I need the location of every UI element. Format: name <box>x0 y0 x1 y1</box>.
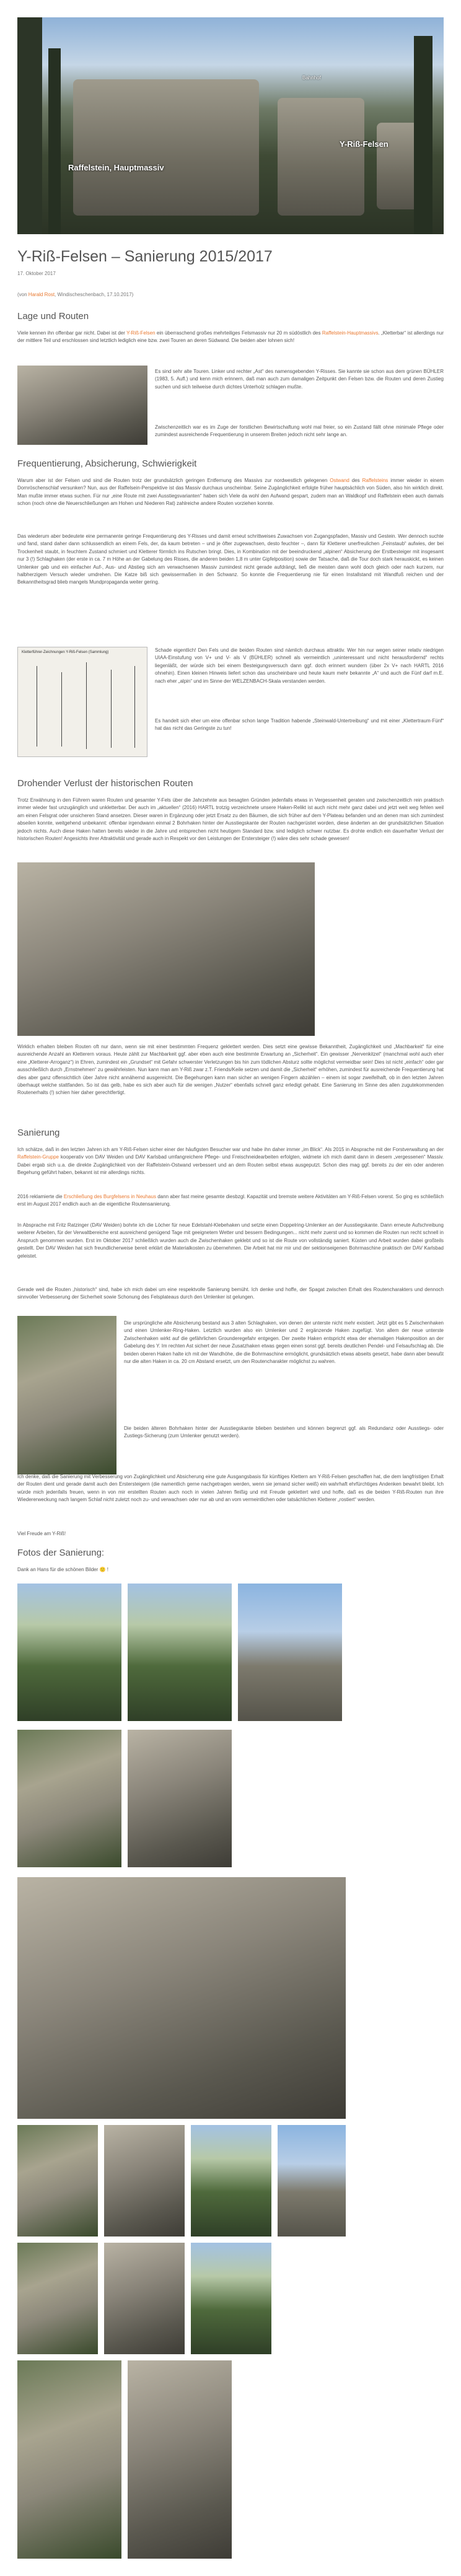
topo-line <box>134 666 135 748</box>
paragraph: Viel Freude am Y-Riß! <box>17 1531 66 1536</box>
gallery-photo[interactable] <box>128 1584 232 1721</box>
paragraph: 2016 reklamierte die Erschließung des Burgfelsens in Neuhaus dann aber fast meine gesamte diesbzgl. Kapazität und bremste weitere Aktivitäten am Y-Riß-Felsen vorerst. So ging es schließlich erst im August 2017 endlich auch an die eigentliche Routensanierung. <box>17 1194 444 1207</box>
author-line: (von Harald Rost, Windischeschenbach, 17.10.2017) <box>17 292 134 297</box>
paragraph: Ich schätze, daß in den letzten Jahren ich am Y-Riß-Felsen sicher einer der häufigsten Besucher war und habe ihn daher immer „im Blick“. Als 2015 in Absprache mit der Forstverwaltung an der Raffelstein-Gruppe kooperativ von DAV Weiden und DAV Karlsbad umfangreichere Pflege- und Freischneidearbeiten erfolgten, widmete ich mich damit dann in diesem „vergessenen“ Massiv. Dabei ergab sich u.a. die direkte Zugänglichkeit von der Raffelstein-Ostwand verbessert und an dem Routen selbst etwas ausgeputzt. Schon dies mag ggf. bereits zu der ein oder anderen Begehung geführt haben, bekannt ist mir allerdings nichts. <box>17 1147 444 1176</box>
gallery-photo[interactable] <box>278 2125 346 2236</box>
photo-y-riss-wall <box>17 366 147 445</box>
gallery-photo[interactable] <box>104 2243 185 2354</box>
topo-line <box>111 670 112 748</box>
rock-y-riss <box>278 98 364 216</box>
topo-caption: Kletterführer-Zeichnungen Y-Riß-Felsen (Sammlung) <box>22 651 109 654</box>
link-burgfelsen-neuhaus[interactable]: Erschließung des Burgfelsens in Neuhaus <box>63 1194 156 1199</box>
heading-sanierung: Sanierung <box>17 1128 60 1138</box>
hero-label-left: Raffelstein, Hauptmassiv <box>68 163 164 172</box>
paragraph: Trotz Erwähnung in den Führern waren Routen und gesamter Y-Fels über die Jahrzehnte aus besagten Gründen jedenfalls etwas in Vergessenheit geraten und zwischenzeitlich rein praktisch immer wieder fast unzugänglich und unkletterbar. Der auch im „aktuellen“ (2016) HARTL trotzig verzeichnete unsere Haken-Relikt ist auch nicht mehr ganz dabei und jetzt weit weg fehlen weil am einen Felsgrat oder unsicheren Stand ansetzen. Dieser waren in Ergänzung oder jetzt Ersatz zu den Bäumen, die sich früher auf dem Y-Plateau befanden und an denen man sich zumindest abseilen konnte, weitgehend unbekannt: offenbar irgendwann einmal 2 Bohrhaken hinter der Ausstiegskante der Routen nachgerüstet worden, diese änderten an der grundsätzlichen Situation jedoch nichts. Auch diese Haken hatten bereits wieder in die Jahre und entsprechen nicht heutigem Standard bzw. sind lediglich schwer nutzbar. Es drohte endlich ein dauerhafter Verlust der historischen Routen! Angesichts ihrer Attraktivität und gerade auch in Respekt vor den Leistungen der Erstersteiger (!) wäre dies sehr schade gewesen! <box>17 797 444 841</box>
paragraph: Gerade weil die Routen „historisch“ sind, habe ich mich dabei um eine respektvolle Sanierung bemüht. Ich denke und hoffe, der Spagat zwischen Erhalt des Routencharakters und dennoch sinnvoller Verbesserung der Sicherheit sowie Schonung des Felsplateaus durch den Umlenker ist gelungen. <box>17 1287 444 1300</box>
paragraph: Es handelt sich eher um eine offenbar schon lange Tradition habende „Steinwald-Untertreibung“ und mit einer „Klettertraum-Fünf“ hat das nicht das Geringste zu tun! <box>155 718 444 732</box>
heading-frequentierung: Frequentierung, Absicherung, Schwierigkeit <box>17 458 197 469</box>
gallery-photo[interactable] <box>128 1730 232 1867</box>
topo-line <box>61 672 62 747</box>
heading-verlust: Drohender Verlust der historischen Routen <box>17 778 193 789</box>
paragraph: Zwischenzeitlich war es im Zuge der forstlichen Bewirtschaftung wohl mal freier, so ein Zustand fällt ohne minimale Pflege oder zumindest ausreichende Frequentierung in unserem Breiten jedoch nicht sehr lange an. <box>155 424 444 438</box>
tree-silhouette <box>414 36 432 234</box>
article <box>17 0 444 1572</box>
link-raffelstein-hauptmassiv[interactable]: Raffelstein-Hauptmassivs <box>322 330 379 336</box>
link-raffelsteins[interactable]: Raffelsteins <box>362 478 389 483</box>
paragraph: Die beiden älteren Bohrhaken hinter der Ausstiegskante blieben bestehen und können begrenzt ggf. als Redundanz oder Ausstiegs- oder Zustiegs-Sicherung (zum Umlenker genutzt werden). <box>124 1426 444 1439</box>
gallery-photo[interactable] <box>191 2125 271 2236</box>
paragraph: Wirklich erhalten bleiben Routen oft nur dann, wenn sie mit einer bestimmten Frequenz geklettert werden. Dies setzt eine gewisse Bekanntheit, Zugänglichkeit und „Machbarkeit“ für eine ausreichende Anzahl an Kletterern voraus. Heute zählt zur Machbarkeit ggf. aber eben auch eine bestimmte Erwartung an „Sicherheit“. Ein gewisser „Nervenkitzel“ (manchmal wohl auch eher eine „Kletterer-Arroganz“) in Ehren, zumindest ein „Grundset“ mit Gefahr schwerster Verletzungen bis hin zum tödlichen Absturz sollte möglichst vermeidbar sein! Dies ist nicht „einfach“ oder gar ausschließlich durch „Ernstnehmen“ zu gewährleisten. Nun kann man am Y-Riß zwar z.T. Friends/Keile setzen und damit die „Sicherheit“ erhöhen, zumindest für ausreichende Frequentierung hat dies aber ganz offensichtlich über Jahre nicht annähernd ausgereicht. Die Begehungen kann man sicher an wenigen Fingern abzählen – einem ist sogar zweifelhaft, ob in den letzten Jahren überhaupt welche stattfanden. So ist das gelb, habe es sich aber auch für die wenigen „Nutzer“ ebenfalls schnell ganz erledigt gehabt. Eine Sanierung im Sinne des allen zugutekommenden Routenerhalts (!) schien hier daher gerechtfertigt. <box>17 1044 444 1096</box>
paragraph: Das wiederum aber bedeutete eine permanente geringe Frequentierung des Y-Risses und damit erneut schrittweises Zuwachsen von Zugangspfaden, Massiv und Gestein. Wer dennoch suchte und fand, stand daher dann schlussendlich an einem Fels, der, da kaum betreten – und je öfter zugewachsen, desto feuchter –, dann für Kletterer unerfreulichen „Feinstaub“ aufwies, der bei Trockenheit staubt, in feuchtem Zustand schmiert und Kletterer förmlich ins Rutschen bringt. Dies, in Kombination mit der beeindruckend „alpinen“ Absicherung der Erstbesteiger mit insgesamt nur 3 (!) Schlaghaken (der erste in ca. 7 m Höhe an der Gabelung des Risses, die anderen beiden 1,8 m unter Gipfelposition) sowie der Tatsache, daß die Tour doch stark herauskickt, es keinen Umlenker gab und ein einfacher Auf-, Aus- und Abstieg sich am verwachsenen Massiv zumindest nicht gerade aufdrängt, ließ die meisten dann wohl doch gleich oder nach kurzem, nur halbherzigem Versuch wieder umdrehen. Die Katze biß sich gewissermaßen in den Schwanz. So konnte die Frequentierung nie für einen Installstand mit Wandfuß reichen und der Bekanntheitsgrad blieb mangels Mundpropaganda weiter gering. <box>17 533 444 585</box>
gallery-photo[interactable] <box>238 1584 342 1721</box>
gallery-photo[interactable] <box>17 2360 121 2559</box>
paragraph: Schade eigentlich! Den Fels und die beiden Routen sind nämlich durchaus attraktiv. Wer hin nur wegen seiner relativ niedrigen UIAA-Einstufung von V+ und V- als V (BÜHLER) schnell als vermeintlich „uninteressant und nicht herausfordernd“ rechts liegenläßt, der würde sich bei einem Besteigungsversuch dann ggf. doch erinnert wundern (über 2x V+ nach HARTL 2016 ohnehin). Einen kleinen Hinweis liefert schon das unscheinbare und heute kaum mehr bekannte „A“ und auch die Fünf darf m.E. nach eher „alpin“ und im Sinne der WELZENBACH-Skala verstanden werden. <box>155 647 444 684</box>
photo-old-hook <box>17 862 315 1036</box>
gallery-photo[interactable] <box>104 2125 185 2236</box>
topo-sketch <box>17 647 147 757</box>
tree-silhouette <box>48 48 61 234</box>
photo-credit: Dank an Hans für die schönen Bilder 🙂 ! <box>17 1567 108 1572</box>
hero-label-right: Y-Riß-Felsen <box>340 139 389 149</box>
rock-massif-main <box>73 79 259 216</box>
paragraph: Viele kennen ihn offenbar gar nicht. Dabei ist der Y-Riß-Felsen ein überraschend großes mehrteiliges Felsmassiv nur 20 m südöstlich des Raffelstein-Hauptmassivs. „Kletterbar“ ist allerdings nur der mittlere Teil und erschlossen sind letztlich lediglich eine bzw. zwei Touren an deren Südwand. Die beiden aber lohnen sich! <box>17 330 444 344</box>
paragraph: Ich denke, daß die Sanierung mit Verbesserung von Zugänglichkeit und Absicherung eine gute Ausgangsbasis für künftiges Klettern am Y-Riß-Felsen geschaffen hat, die dem langfristigen Erhalt der Routen dient und gerade damit auch den Erstersteigern (die namentlich gerne nachgetragen werden, wenn sie jemand sicher weiß) ein wahrhaft ehrfürchtiges Andenken bewahrt bleibt. Ich würde mich jedenfalls freuen, wenn in von mir erstellten Routen auch noch in vielen Jahren fleißig und mit Freude geklettert wird und hoffe, daß es die beiden Y-Riß-Routen nun ihre Wiedererweckung nach langem Schlaf nicht zuletzt noch zu- und verwachsen oder nur ab und an vom vermeintlichen oder tatsächlichen Kletterer „rostiert“ werden. <box>17 1474 444 1503</box>
paragraph: In Absprache mit Fritz Ratzinger (DAV Weiden) bohrte ich die Löcher für neue Edelstahl-Klebehaken und setzte einen Doppelring-Umlenker an der Ausstiegskante. Dann erneute Aufschreibung weiterer Arbeiten, für der Verwaltbereiche erst ausreichend genügend Tage mit geeignetem Wetter und bessern Bedingungen... nicht mehr zuerst und so kommen die Routen nun recht schnell in Anspruch genommen wurden. Erst im Oktober 2017 schließlich wurden auch die Zwischenhaken geklebt und so ist die Route von vollständig saniert. Küsten und Arbeit wurden dabei großteils gestellt. Der DAV Weiden hat sich freundlicherweise bereit erklärt die Materialkosten zu übernehmen. Die Arbeit hat mir mir und der sektionseigenen Bohrmaschine praktisch der DAV Karlsbad geleistet. <box>17 1222 444 1259</box>
photo-y-riss-climber <box>17 1316 116 1474</box>
heading-lage: Lage und Routen <box>17 311 89 322</box>
gallery-photo[interactable] <box>191 2243 271 2354</box>
author-link[interactable]: Harald Rost <box>28 292 55 297</box>
paragraph: Es sind sehr alte Touren. Linker und rechter „Ast“ des namensgebenden Y-Risses. Sie kannte sie schon aus dem grünen BÜHLER (1983, 5. Aufl.) und kenn mich erinnern, daß man auch zum damaligen Zeitpunkt den Felsen bzw. die Routen und deren Zustieg suchen und sich teilweise durch dichtes Unterholz schlagen mußte. <box>155 369 444 390</box>
hero-image <box>17 17 444 234</box>
paragraph: Die ursprüngliche alte Absicherung bestand aus 3 alten Schlaghaken, von denen der unterste nicht mehr existiert. Jetzt gibt es 5 Zwischenhaken und einen Umlenker-Ring-Haken. Letztlich wurden also ein Umlenker und 2 ergänzende Haken zugefügt. Von allem der neue unterste Zwischenhaken wirkt auf die gefährlichen Grounderegefahr entgegen. Der zweite Haken entspricht etwa der ehemaligen Hakenposition an der Gabelung des Y. Im rechten Ast sichert der neue Zusatzhaken etwas gegen einen sonst ggf. bereits deutlichen Pendel- und Felsaufschlag ab. Die beiden oberen Haken halte ich mit der Wandhöhe, die die Bohrmaschine ermöglicht, grundsätzlich etwas abseits gesetzt, habe dann aber bewußt nur die alten Haken in ca. 20 cm Abstand ersetzt, um den Routencharakter möglichst zu wahren. <box>124 1320 444 1364</box>
gallery-photo-large[interactable] <box>17 1877 346 2119</box>
post-date: 17. Oktober 2017 <box>17 271 56 276</box>
link-y-riss[interactable]: Y-Riß-Felsen <box>126 330 156 336</box>
link-raffelstein-gruppe[interactable]: Raffelstein-Gruppe <box>17 1154 59 1160</box>
gallery-photo[interactable] <box>128 2360 232 2559</box>
link-ostwand[interactable]: Ostwand <box>330 478 349 483</box>
heading-fotos: Fotos der Sanierung: <box>17 1548 105 1558</box>
paragraph: Warum aber ist der Felsen und sind die Routen trotz der grundsätzlich geringen Entfernung des Massivs zur nordwestlich gelegenen Ostwand des Raffelsteins immer wieder in einem Dornröschenschlaf versunken? Nun, aus der Raffelsein-Perspektive ist das Massiv durchaus unscheinbar. Seine Zugänglichkeit erfolgte früher hauptsächlich von Süden, also hin wirklich direkt. Man mußte immer etwas suchen. Für nur „eine Route mit zwei Ausstiegsvarianten“ haben sich Viele da wohl den Aufwand gespart, zudem man an Waldkopf und Raffelstein eben auch damals schon (noch ohne die Neuerschließungen am Hohen und Niederen Rat) zahlreiche andere Routen vorziehen konnte. <box>17 478 444 507</box>
hero-label-small: Bahnhof <box>302 75 321 81</box>
tree-silhouette <box>17 17 42 234</box>
gallery-photo[interactable] <box>17 1730 121 1867</box>
topo-line <box>86 662 87 749</box>
gallery-photo[interactable] <box>17 1584 121 1721</box>
gallery-photo[interactable] <box>17 2125 98 2236</box>
page-title: Y-Riß-Felsen – Sanierung 2015/2017 <box>17 248 273 265</box>
gallery-photo[interactable] <box>17 2243 98 2354</box>
